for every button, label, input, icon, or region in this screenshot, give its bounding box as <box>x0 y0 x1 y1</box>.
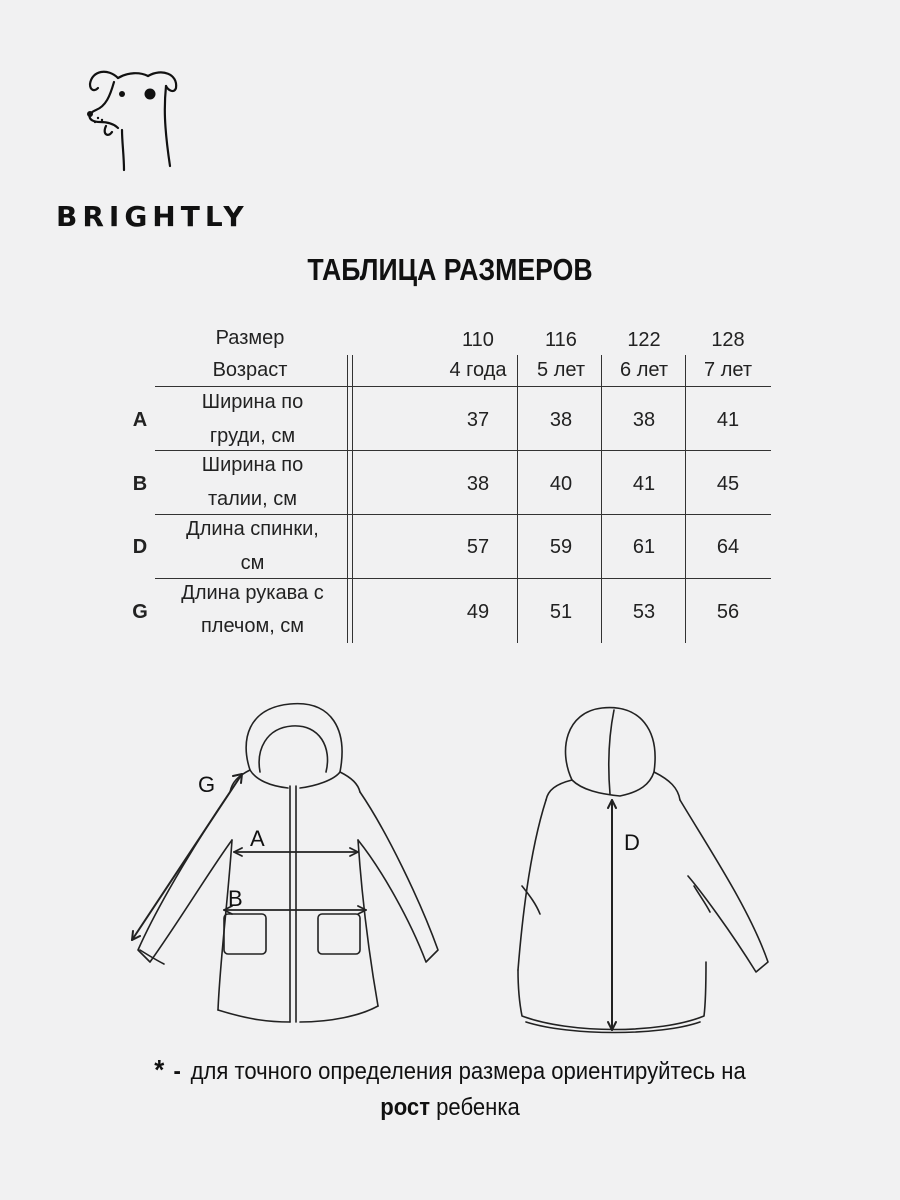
row-name: Ширина по <box>201 454 304 476</box>
measure-label-d: D <box>624 830 640 855</box>
size-label: Размер <box>215 327 285 349</box>
footnote-text: для точного определения размера ориентируйтесь на <box>190 1058 746 1085</box>
footnote <box>36 1052 864 1126</box>
table-cell: 38 <box>632 409 656 431</box>
measure-label-b: B <box>228 886 243 911</box>
table-cell: 57 <box>466 536 490 558</box>
row-name: см <box>240 552 265 574</box>
table-divider <box>685 355 686 643</box>
footnote-dash: - <box>173 1058 181 1085</box>
table-cell: 53 <box>632 601 656 623</box>
table-cell: 38 <box>549 409 573 431</box>
row-name: Длина спинки, <box>186 518 319 540</box>
table-cell: 41 <box>716 409 740 431</box>
row-name: Ширина по <box>201 391 304 413</box>
column-age: 5 лет <box>537 359 585 381</box>
row-name: талии, см <box>208 488 297 510</box>
table-divider <box>347 355 348 643</box>
table-cell: 49 <box>466 601 490 623</box>
table-cell: 51 <box>549 601 573 623</box>
footnote-line-1 <box>36 1052 864 1090</box>
table-divider <box>155 578 771 579</box>
table-divider <box>352 355 353 643</box>
table-divider <box>155 450 771 451</box>
table-cell: 56 <box>716 601 740 623</box>
table-cell: 45 <box>716 473 740 495</box>
footnote-star: * <box>154 1054 165 1085</box>
row-name: груди, см <box>209 425 296 447</box>
column-size: 128 <box>711 329 745 351</box>
row-letter: A <box>132 409 148 431</box>
table-cell: 64 <box>716 536 740 558</box>
column-size: 116 <box>545 329 577 351</box>
column-age: 6 лет <box>620 359 668 381</box>
row-name: Длина рукава с <box>181 582 324 604</box>
table-cell: 59 <box>549 536 573 558</box>
page-title: ТАБЛИЦА РАЗМЕРОВ <box>307 252 593 287</box>
measure-label-a: A <box>250 826 265 851</box>
column-age: 7 лет <box>704 359 752 381</box>
age-label: Возраст <box>212 359 288 381</box>
footnote-text-rest: ребенка <box>430 1094 520 1121</box>
table-divider <box>601 355 602 643</box>
row-letter: G <box>132 601 148 623</box>
dog-logo-icon <box>78 66 188 176</box>
table-cell: 40 <box>549 473 573 495</box>
row-letter: D <box>132 536 148 558</box>
table-divider <box>517 355 518 643</box>
table-cell: 41 <box>632 473 656 495</box>
footnote-bold-word: рост <box>380 1094 431 1121</box>
table-divider <box>155 386 771 387</box>
table-cell: 61 <box>632 536 656 558</box>
jacket-front-illustration <box>132 704 438 1022</box>
jacket-back-illustration <box>518 708 768 1033</box>
column-size: 110 <box>462 329 494 351</box>
row-letter: B <box>132 473 148 495</box>
table-cell: 37 <box>466 409 490 431</box>
table-cell: 38 <box>466 473 490 495</box>
table-divider <box>155 514 771 515</box>
column-size: 122 <box>627 329 661 351</box>
footnote-line-2 <box>36 1090 864 1126</box>
jacket-measurement-diagram <box>120 700 790 1040</box>
measure-label-g: G <box>198 772 216 797</box>
row-name: плечом, см <box>200 615 305 637</box>
column-age: 4 года <box>449 359 507 381</box>
brand-name: BRIGHTLY <box>56 200 249 233</box>
